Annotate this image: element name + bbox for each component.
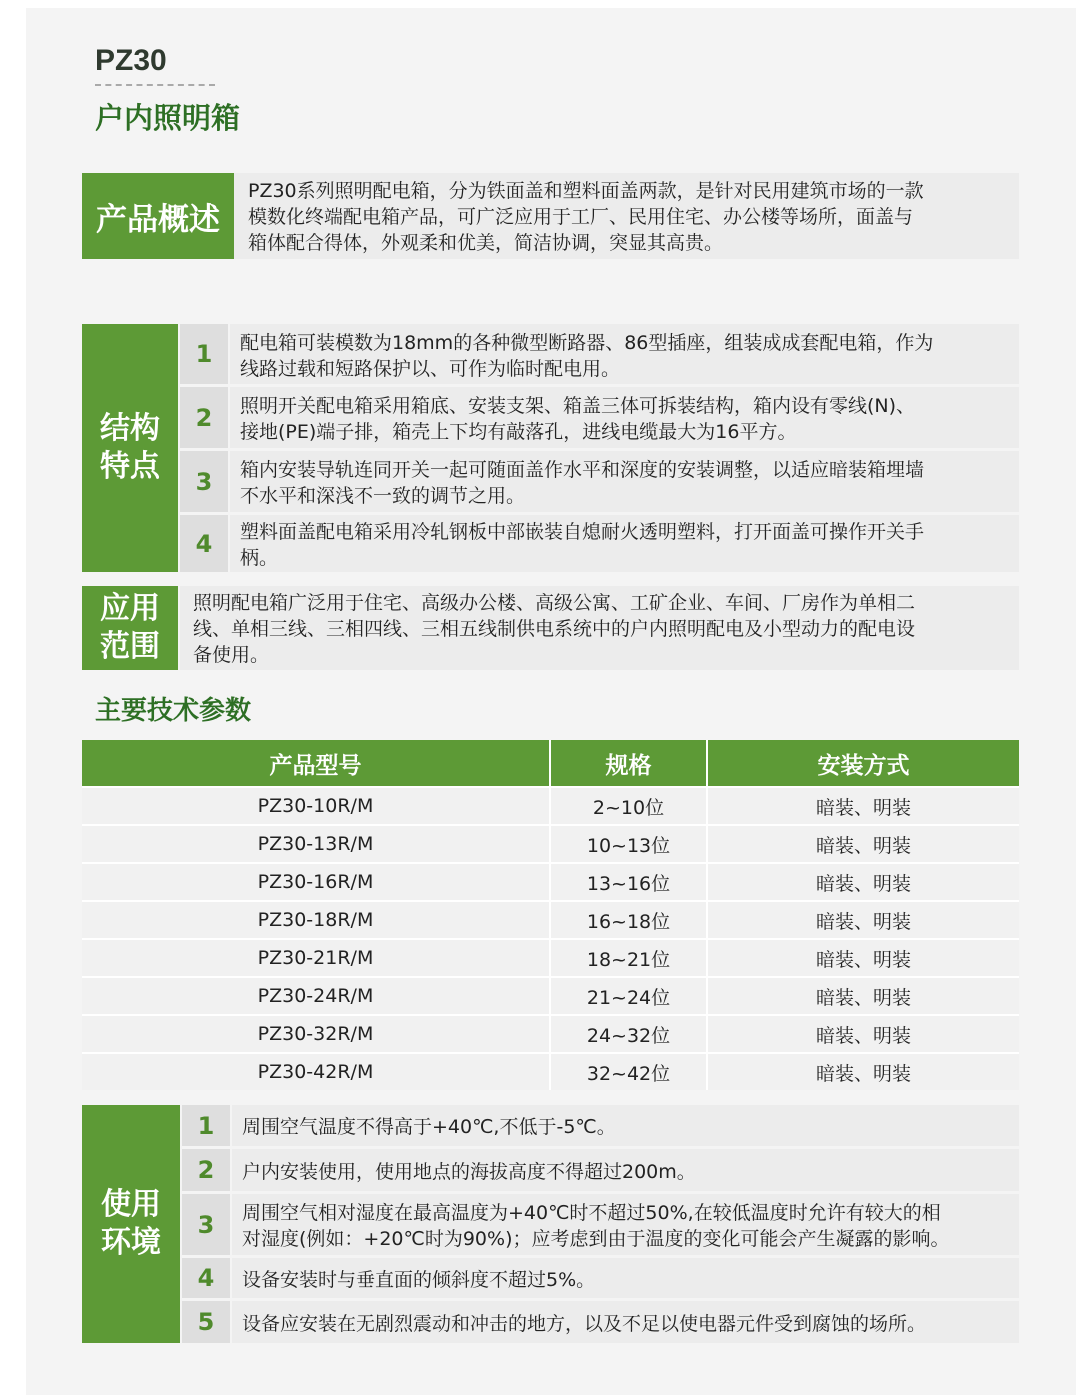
environment-item-text <box>232 1149 1019 1191</box>
table-cell: 暗装、明装 <box>815 986 911 1009</box>
table-row <box>82 900 1019 938</box>
structure-item-line: 照明开关配电箱采用箱底、安装支架、箱盖三体可拆装结构，箱内设有零线(N)、 <box>240 395 916 417</box>
environment-item-number: 5 <box>182 1301 230 1343</box>
environment-item-line: 设备应安装在无剧烈震动和冲击的地方，以及不足以使电器元件受到腐蚀的场所。 <box>242 1312 927 1335</box>
environment-label-line: 环境 <box>101 1225 161 1260</box>
table-cell: 暗装、明装 <box>815 796 911 819</box>
structure-label-line: 特点 <box>100 449 160 484</box>
table-row <box>82 824 1019 862</box>
structure-item-text <box>230 451 1019 512</box>
structure-item-line: 柄。 <box>240 547 279 569</box>
environment-item-text <box>232 1258 1019 1298</box>
structure-item-text <box>230 387 1019 448</box>
environment-item-text <box>232 1194 1019 1255</box>
table-cell: PZ30-10R/M <box>82 788 551 824</box>
overview-line: 模数化终端配电箱产品，可广泛应用于工厂、民用住宅、办公楼等场所，面盖与 <box>248 206 914 228</box>
table-cell: 暗装、明装 <box>815 834 911 857</box>
table-cell: 24~32位 <box>551 1016 708 1052</box>
environment-item-number: 1 <box>182 1105 230 1146</box>
structure-item-text <box>230 324 1019 384</box>
table-header-cell: 规格 <box>551 740 708 786</box>
table-cell: 暗装、明装 <box>815 910 911 933</box>
application-text <box>180 586 1019 670</box>
table-cell: 18~21位 <box>551 940 708 976</box>
table-header-cell: 产品型号 <box>82 740 551 786</box>
application-label-line: 范围 <box>100 629 160 664</box>
table-cell: PZ30-16R/M <box>82 864 551 900</box>
structure-item-number: 1 <box>180 324 228 384</box>
table-cell: 16~18位 <box>551 902 708 938</box>
application-line: 备使用。 <box>193 644 270 666</box>
application-line: 照明配电箱广泛用于住宅、高级办公楼、高级公寓、工矿企业、车间、厂房作为单相二 <box>193 592 916 614</box>
structure-item-number: 3 <box>180 451 228 512</box>
table-cell: 32~42位 <box>551 1054 708 1090</box>
table-cell: 2~10位 <box>551 788 708 824</box>
structure-item-text <box>230 515 1019 572</box>
table-header-cell: 安装方式 <box>708 740 1019 786</box>
table-cell: PZ30-18R/M <box>82 902 551 938</box>
overview-line: PZ30系列照明配电箱，分为铁面盖和塑料面盖两款，是针对民用建筑市场的一款 <box>248 180 924 202</box>
application-label-line: 应用 <box>100 591 160 626</box>
table-row <box>82 1052 1019 1090</box>
overview-text <box>234 173 1019 259</box>
table-row <box>82 786 1019 824</box>
table-row <box>82 1014 1019 1052</box>
table-cell: PZ30-21R/M <box>82 940 551 976</box>
table-cell: 暗装、明装 <box>815 1062 911 1085</box>
environment-item-text <box>232 1105 1019 1146</box>
application-label <box>82 586 178 670</box>
environment-label <box>82 1105 180 1343</box>
structure-label-line: 结构 <box>100 411 160 446</box>
environment-item-number: 3 <box>182 1194 230 1255</box>
environment-item-text <box>232 1301 1019 1343</box>
environment-item-line: 对湿度(例如：+20℃时为90%)；应考虑到由于温度的变化可能会产生凝露的影响。 <box>242 1228 950 1250</box>
table-cell: PZ30-24R/M <box>82 978 551 1014</box>
product-model: PZ30 <box>95 44 167 77</box>
table-cell: PZ30-13R/M <box>82 826 551 862</box>
table-header-row <box>82 740 1019 786</box>
table-cell: PZ30-32R/M <box>82 1016 551 1052</box>
table-cell: 暗装、明装 <box>815 872 911 895</box>
environment-item-line: 设备安装时与垂直面的倾斜度不超过5%。 <box>242 1268 596 1291</box>
environment-item-line: 周围空气相对湿度在最高温度为+40℃时不超过50%,在较低温度时允许有较大的相 <box>242 1202 941 1224</box>
structure-item-line: 线路过载和短路保护以、可作为临时配电用。 <box>240 357 621 380</box>
structure-item-line: 塑料面盖配电箱采用冷轧钢板中部嵌装自熄耐火透明塑料，打开面盖可操作开关手 <box>240 521 925 543</box>
model-divider <box>95 84 215 86</box>
table-cell: 21~24位 <box>551 978 708 1014</box>
structure-item-line: 不水平和深浅不一致的调节之用。 <box>240 485 526 507</box>
environment-item-number: 2 <box>182 1149 230 1191</box>
table-cell: PZ30-42R/M <box>82 1054 551 1090</box>
structure-label <box>82 324 178 572</box>
table-row <box>82 976 1019 1014</box>
environment-label-line: 使用 <box>101 1187 161 1222</box>
table-cell: 暗装、明装 <box>815 948 911 971</box>
environment-item-line: 周围空气温度不得高于+40℃,不低于-5℃。 <box>242 1116 616 1138</box>
table-cell: 暗装、明装 <box>815 1024 911 1047</box>
params-title: 主要技术参数 <box>95 696 252 726</box>
table-row <box>82 862 1019 900</box>
structure-item-line: 箱内安装导轨连同开关一起可随面盖作水平和深度的安装调整，以适应暗装箱埋墙 <box>240 459 925 481</box>
params-table <box>82 740 1019 1090</box>
structure-item-line: 配电箱可装模数为18mm的各种微型断路器、86型插座，组装成成套配电箱，作为 <box>240 331 934 354</box>
environment-item-number: 4 <box>182 1258 230 1298</box>
structure-item-line: 接地(PE)端子排，箱壳上下均有敲落孔，进线电缆最大为16平方。 <box>240 421 797 443</box>
table-row <box>82 938 1019 976</box>
environment-item-line: 户内安装使用，使用地点的海拔高度不得超过200m。 <box>242 1160 696 1183</box>
structure-item-number: 4 <box>180 515 228 572</box>
overview-line: 箱体配合得体，外观柔和优美，简洁协调，突显其高贵。 <box>248 232 724 254</box>
table-cell: 13~16位 <box>551 864 708 900</box>
overview-label: 产品概述 <box>82 173 234 259</box>
page-title: 户内照明箱 <box>95 101 241 135</box>
table-cell: 10~13位 <box>551 826 708 862</box>
structure-item-number: 2 <box>180 387 228 448</box>
application-line: 线、单相三线、三相四线、三相五线制供电系统中的户内照明配电及小型动力的配电设 <box>193 618 916 640</box>
